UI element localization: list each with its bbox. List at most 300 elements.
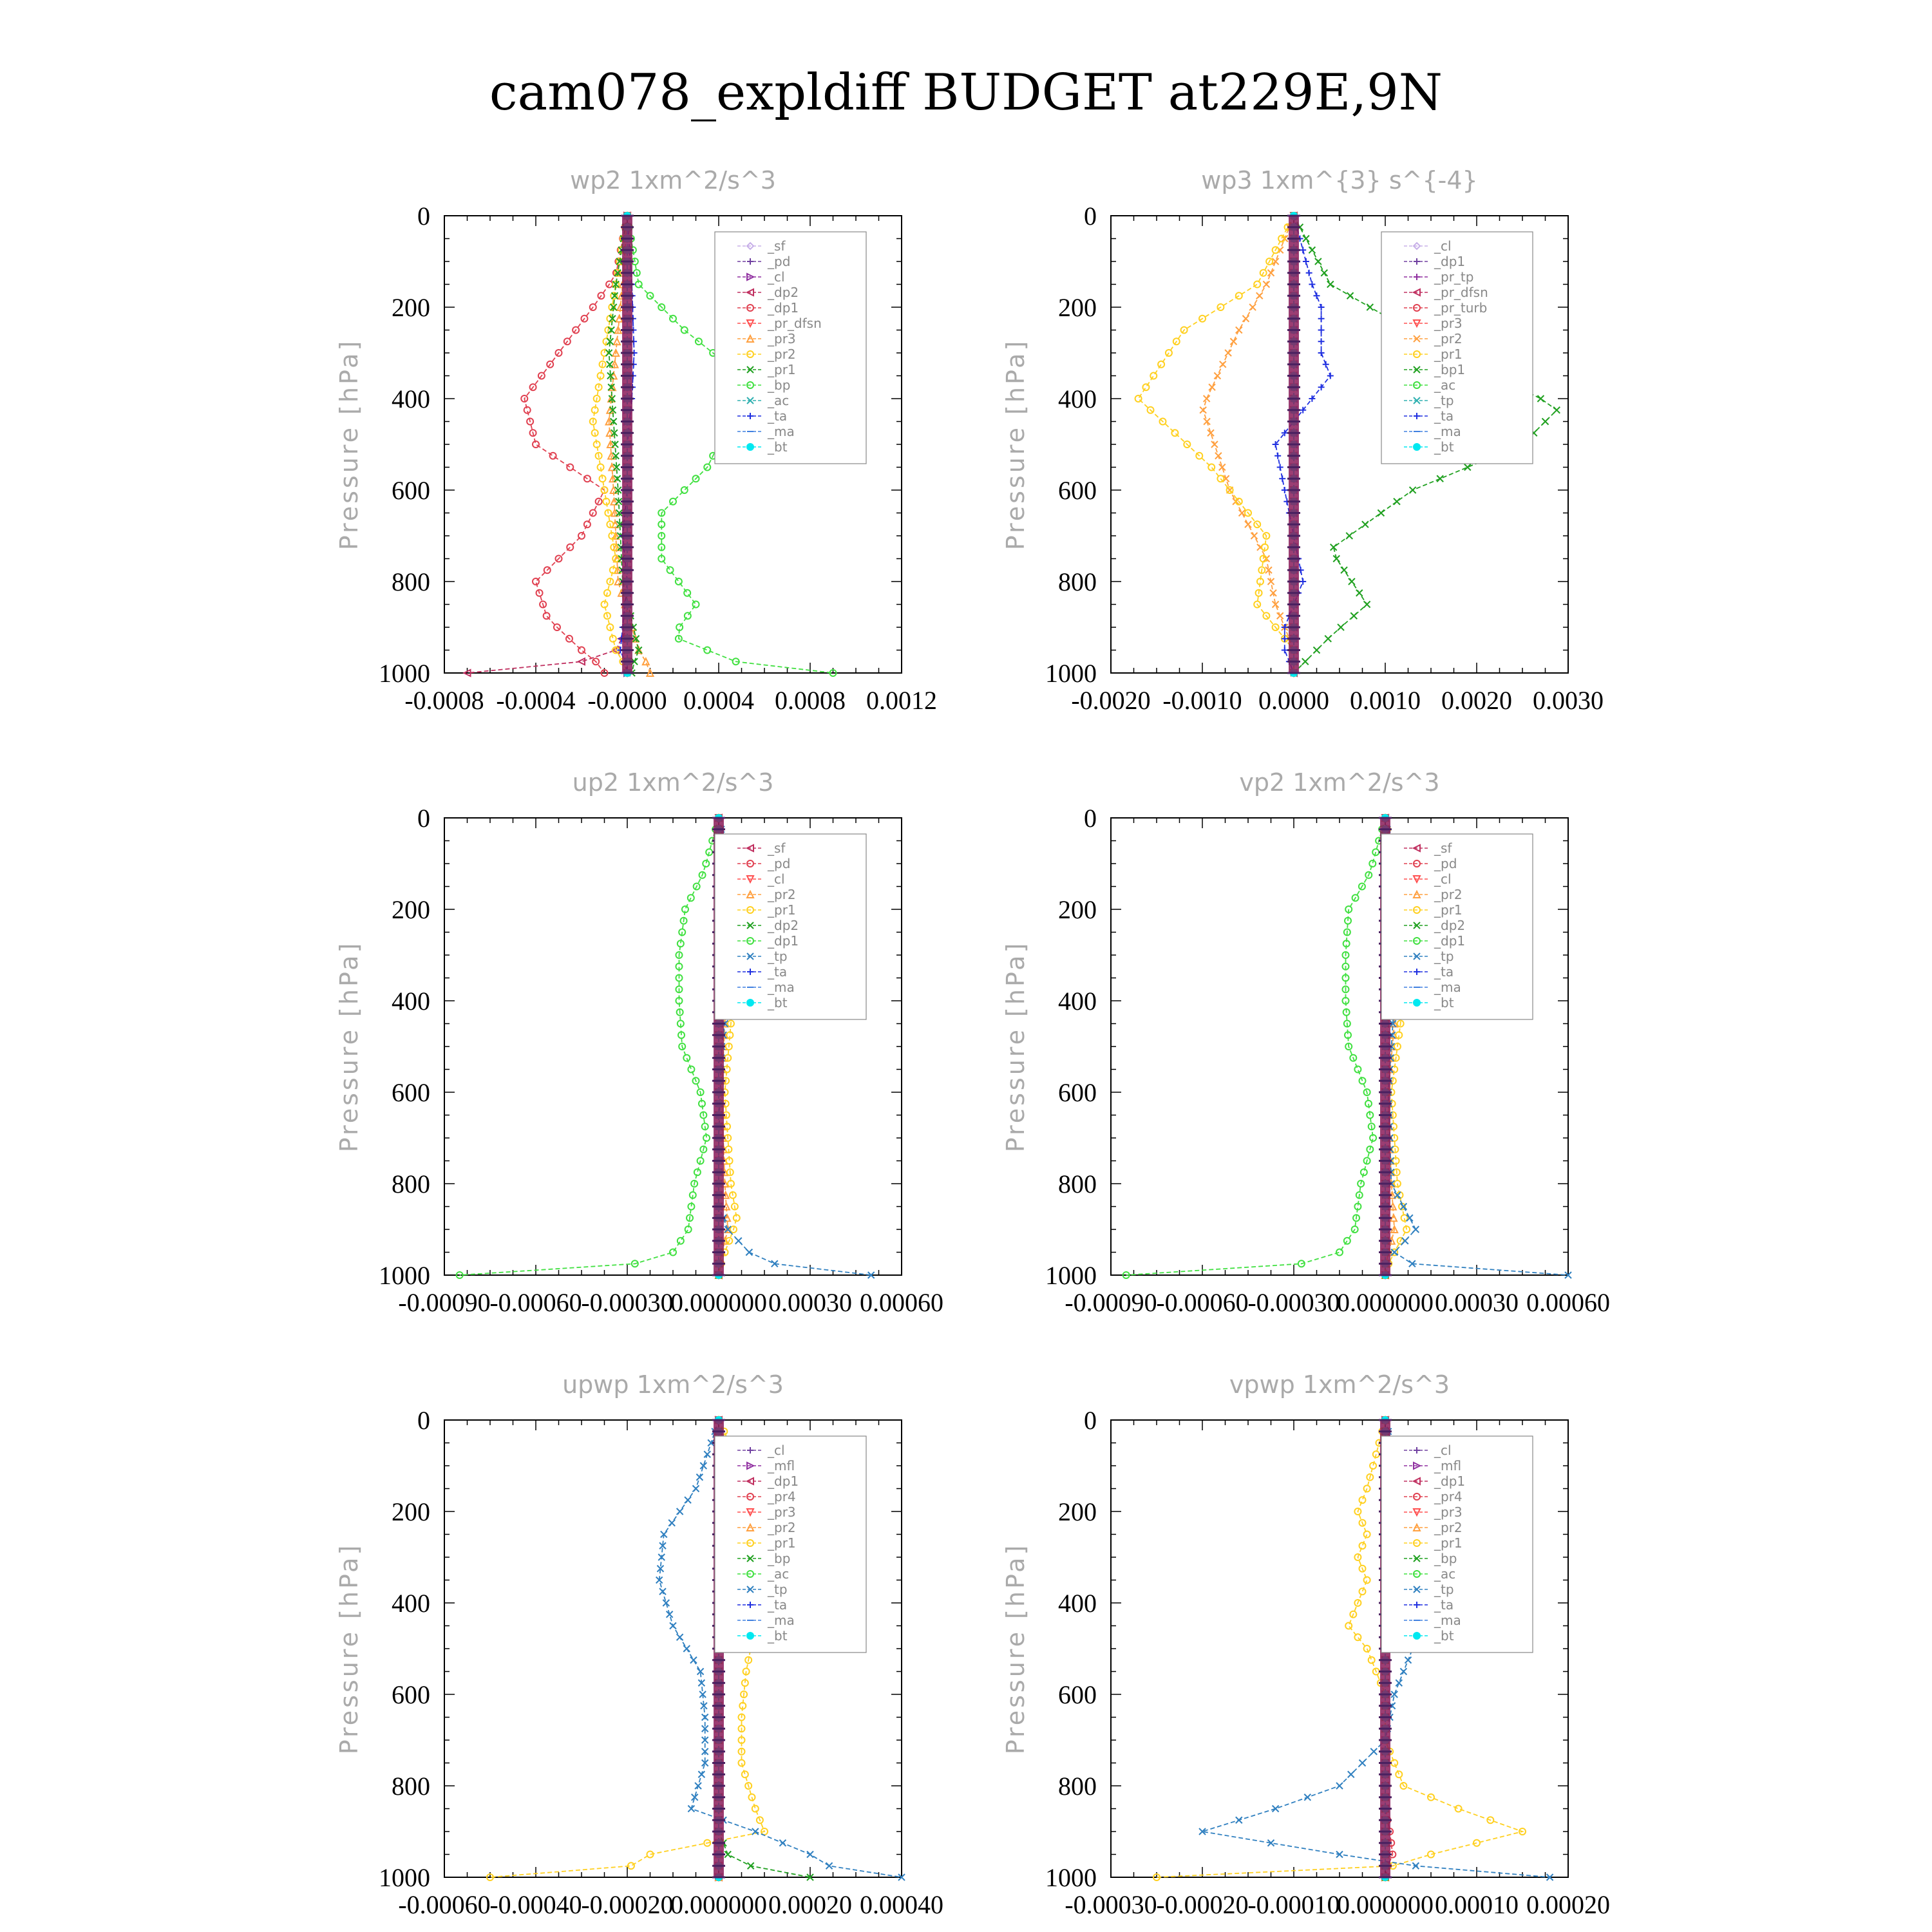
y-tick-label: 600 — [392, 1680, 430, 1709]
data-point — [1391, 1249, 1397, 1256]
x-tick-label: 0.000000 — [1337, 1288, 1434, 1317]
y-axis-label: Pressure [hPa] — [1001, 338, 1030, 551]
y-tick-label: 0 — [417, 1406, 430, 1435]
data-point — [1211, 441, 1218, 448]
legend-label: _pr1 — [1434, 346, 1463, 362]
data-point — [700, 1463, 706, 1469]
legend-label: _dp1 — [768, 933, 799, 949]
chart-panel-5 — [335, 1370, 943, 1919]
data-point — [826, 1862, 833, 1869]
legend-label: _pr3 — [1434, 316, 1463, 331]
data-point — [1367, 304, 1373, 310]
data-point — [1251, 533, 1257, 539]
legend-label: _ta — [768, 408, 788, 424]
data-point — [659, 1588, 666, 1595]
data-point — [1302, 658, 1309, 665]
data-point — [1209, 384, 1215, 390]
y-tick-label: 400 — [1058, 987, 1097, 1016]
x-tick-label: 0.0030 — [1533, 686, 1604, 715]
y-tick-label: 800 — [1058, 1772, 1097, 1801]
x-tick-label: 0.000000 — [670, 1288, 767, 1317]
data-point — [1368, 1657, 1375, 1663]
legend-label: _ac — [768, 1566, 790, 1582]
data-point — [1150, 373, 1157, 379]
legend-label: _tp — [1434, 393, 1454, 408]
data-point — [1348, 1771, 1354, 1777]
data-point — [1542, 419, 1549, 425]
legend-label: _dp1 — [1434, 254, 1466, 269]
data-point — [567, 464, 573, 471]
data-point — [1277, 612, 1283, 619]
data-point — [1345, 1623, 1352, 1629]
legend-label: _bt — [768, 439, 788, 455]
legend-label: _dp1 — [768, 1473, 799, 1489]
y-tick-label: 800 — [1058, 567, 1097, 596]
data-point — [1242, 316, 1249, 322]
panel-title: upwp 1xm^2/s^3 — [562, 1370, 784, 1399]
x-tick-label: -0.0004 — [496, 686, 576, 715]
legend-label: _cl — [768, 269, 785, 285]
series-line — [468, 216, 628, 673]
data-point — [1254, 281, 1260, 288]
data-point — [1135, 395, 1142, 402]
data-point — [1318, 304, 1325, 310]
data-point — [1215, 453, 1222, 459]
data-point — [1336, 1783, 1343, 1789]
data-point — [1318, 316, 1325, 322]
data-point — [1400, 1669, 1406, 1675]
legend-label: _pr1 — [768, 902, 796, 918]
legend-label: _pr3 — [768, 1504, 796, 1520]
y-tick-label: 0 — [417, 804, 430, 833]
data-point — [1378, 510, 1384, 516]
data-point — [670, 1623, 676, 1629]
y-tick-label: 400 — [392, 1589, 430, 1618]
y-tick-label: 400 — [1058, 1589, 1097, 1618]
data-point — [1362, 521, 1368, 527]
legend-label: _sf — [768, 840, 786, 856]
x-tick-label: 0.0004 — [683, 686, 754, 715]
legend-label: _ma — [768, 424, 795, 439]
data-point — [1369, 860, 1376, 867]
series_pr2 — [1200, 213, 1297, 676]
data-point — [1225, 350, 1231, 356]
legend-label: _cl — [1434, 871, 1452, 887]
y-tick-label: 1000 — [1045, 1863, 1097, 1892]
data-point — [739, 1760, 745, 1766]
legend-label: _dp2 — [768, 285, 799, 300]
legend-label: _pr_dfsn — [1434, 285, 1488, 300]
legend-marker — [747, 444, 753, 450]
x-tick-label: 0.00020 — [768, 1890, 852, 1919]
legend-label: _ma — [1434, 980, 1461, 995]
data-point — [807, 1852, 813, 1858]
y-tick-label: 200 — [1058, 293, 1097, 322]
x-tick-label: -0.00030 — [581, 1288, 674, 1317]
legend-label: _bp — [1434, 1551, 1457, 1566]
x-tick-label: 0.0020 — [1441, 686, 1512, 715]
panel-title: vp2 1xm^2/s^3 — [1239, 768, 1440, 797]
data-point — [1245, 521, 1251, 527]
data-point — [1273, 1806, 1279, 1812]
x-tick-label: -0.0010 — [1162, 686, 1242, 715]
y-tick-label: 1000 — [379, 1863, 430, 1892]
data-point — [683, 1055, 690, 1061]
data-point — [1359, 1760, 1366, 1766]
data-point — [578, 647, 585, 654]
legend-label: _ta — [1434, 1597, 1454, 1613]
legend-label: _pr3 — [768, 331, 796, 346]
legend-label: _pd — [768, 254, 791, 269]
data-point — [1394, 498, 1400, 505]
data-point — [1370, 1463, 1376, 1469]
y-tick-label: 1000 — [379, 1261, 430, 1290]
legend-label: _ta — [768, 964, 788, 980]
data-point — [1274, 453, 1281, 459]
data-point — [677, 1238, 684, 1244]
data-point — [1236, 327, 1242, 334]
data-point — [1304, 1794, 1311, 1801]
data-point — [681, 327, 688, 334]
legend-label: _cl — [1434, 1443, 1452, 1458]
legend-label: _ac — [1434, 1566, 1456, 1582]
legend-label: _pr1 — [1434, 902, 1463, 918]
legend-label: _ta — [1434, 408, 1454, 424]
data-point — [1455, 1806, 1462, 1812]
series_ta — [1273, 213, 1334, 676]
series-line — [460, 818, 719, 1275]
data-point — [584, 521, 591, 527]
legend-label: _ma — [768, 1613, 795, 1628]
legend-label: _ta — [1434, 964, 1454, 980]
x-tick-label: 0.00060 — [860, 1288, 943, 1317]
data-point — [1410, 487, 1416, 493]
legend-label: _ta — [768, 1597, 788, 1613]
data-point — [670, 316, 676, 322]
legend-label: _pr1 — [768, 362, 796, 377]
data-point — [1306, 270, 1312, 276]
legend-label: _mfl — [1434, 1458, 1462, 1473]
data-point — [1158, 361, 1164, 368]
legend-marker — [1414, 1633, 1420, 1639]
legend-marker — [1414, 999, 1420, 1006]
legend-label: _bt — [768, 1628, 788, 1643]
data-point — [1349, 578, 1355, 585]
x-tick-label: -0.00020 — [581, 1890, 674, 1919]
data-point — [550, 453, 556, 459]
y-tick-label: 800 — [1058, 1170, 1097, 1198]
data-point — [695, 1783, 701, 1789]
data-point — [1341, 567, 1347, 573]
data-point — [544, 612, 550, 619]
data-point — [779, 1840, 786, 1846]
y-axis-label: Pressure [hPa] — [1001, 940, 1030, 1153]
data-point — [685, 1497, 691, 1503]
data-point — [1268, 270, 1274, 276]
data-point — [752, 1806, 759, 1812]
data-point — [1219, 464, 1226, 471]
x-tick-label: 0.00040 — [860, 1890, 943, 1919]
y-tick-label: 1000 — [1045, 1261, 1097, 1290]
x-tick-label: 0.0008 — [775, 686, 846, 715]
legend-label: _pr_tp — [1434, 269, 1474, 285]
data-point — [1142, 384, 1149, 390]
legend-label: _ac — [768, 393, 790, 408]
y-tick-label: 1000 — [379, 659, 430, 688]
legend-label: _pr1 — [1434, 1535, 1463, 1551]
legend-marker — [1414, 444, 1420, 450]
x-tick-label: -0.00010 — [1247, 1890, 1340, 1919]
data-point — [703, 860, 709, 867]
legend-label: _pr2 — [768, 346, 796, 362]
y-tick-label: 600 — [392, 476, 430, 505]
data-point — [667, 567, 674, 573]
data-point — [677, 1634, 683, 1640]
legend-label: _sf — [1434, 840, 1452, 856]
x-tick-label: -0.00030 — [1065, 1890, 1157, 1919]
legend-label: _pr4 — [1434, 1489, 1463, 1504]
legend-label: _bt — [768, 995, 788, 1010]
data-point — [1309, 247, 1315, 253]
data-point — [1364, 601, 1370, 608]
data-point — [1309, 281, 1315, 288]
legend-label: _bt — [1434, 439, 1454, 455]
data-point — [685, 612, 691, 619]
legend-label: _bp1 — [1434, 362, 1466, 377]
data-point — [1314, 292, 1320, 299]
y-axis-label: Pressure [hPa] — [1001, 1542, 1030, 1755]
data-point — [1314, 647, 1320, 654]
data-point — [670, 1249, 676, 1256]
data-point — [1220, 361, 1226, 368]
legend-label: _pr2 — [1434, 1520, 1463, 1535]
x-tick-label: 0.0000 — [1258, 686, 1329, 715]
data-point — [663, 1600, 669, 1606]
data-point — [1336, 1249, 1343, 1256]
data-point — [667, 1611, 673, 1618]
y-tick-label: 400 — [392, 987, 430, 1016]
x-tick-label: -0.0000 — [587, 686, 667, 715]
legend-label: _pd — [1434, 856, 1457, 871]
data-point — [704, 647, 710, 654]
y-tick-label: 200 — [1058, 895, 1097, 924]
y-tick-label: 800 — [392, 1772, 430, 1801]
data-point — [578, 658, 585, 665]
x-tick-label: -0.00040 — [489, 1890, 582, 1919]
data-point — [668, 1520, 675, 1526]
data-point — [1359, 1497, 1366, 1503]
x-tick-label: 0.000000 — [670, 1890, 767, 1919]
chart-panel-4 — [1001, 768, 1610, 1317]
chart-panel-1 — [335, 166, 937, 715]
y-tick-label: 600 — [1058, 1680, 1097, 1709]
data-point — [1364, 1577, 1370, 1584]
legend-label: _pr3 — [1434, 1504, 1463, 1520]
data-point — [1282, 647, 1288, 654]
legend-label: _tp — [768, 1582, 788, 1597]
y-tick-label: 800 — [392, 1170, 430, 1198]
data-point — [1346, 533, 1352, 539]
data-point — [692, 1794, 698, 1801]
data-point — [1282, 487, 1288, 493]
data-point — [1318, 338, 1325, 345]
data-point — [1303, 236, 1309, 242]
data-point — [1537, 395, 1544, 402]
data-point — [1263, 281, 1269, 288]
data-point — [1327, 373, 1334, 379]
series_dp1 — [457, 815, 722, 1278]
legend-label: _pr4 — [768, 1489, 796, 1504]
x-tick-label: -0.00060 — [398, 1890, 491, 1919]
y-axis-label: Pressure [hPa] — [335, 940, 363, 1153]
y-tick-label: 400 — [392, 384, 430, 413]
y-tick-label: 0 — [417, 202, 430, 231]
series-line — [1276, 216, 1331, 673]
data-point — [746, 1249, 752, 1256]
data-point — [1359, 1588, 1366, 1595]
legend-label: _sf — [768, 238, 786, 254]
legend-label: _pr1 — [768, 1535, 796, 1551]
legend-label: _bt — [1434, 1628, 1454, 1643]
data-point — [1359, 1542, 1366, 1549]
legend-label: _cl — [768, 1443, 785, 1458]
y-tick-label: 600 — [1058, 1078, 1097, 1107]
legend-label: _pr_turb — [1434, 300, 1488, 316]
data-point — [724, 1852, 731, 1858]
y-tick-label: 400 — [1058, 384, 1097, 413]
x-tick-label: -0.00060 — [489, 1288, 582, 1317]
legend-label: _ac — [1434, 377, 1456, 393]
panel-title: wp3 1xm^{3} s^{-4} — [1201, 166, 1478, 194]
data-point — [1208, 430, 1214, 436]
legend-label: _pr_dfsn — [768, 316, 822, 331]
data-point — [1402, 1238, 1408, 1244]
x-tick-label: 0.0010 — [1350, 686, 1421, 715]
legend-label: _tp — [1434, 949, 1454, 964]
y-tick-label: 200 — [392, 293, 430, 322]
x-tick-label: 0.00020 — [1526, 1890, 1610, 1919]
data-point — [1327, 281, 1334, 288]
y-tick-label: 600 — [392, 1078, 430, 1107]
data-point — [1315, 258, 1321, 265]
x-tick-label: 0.00060 — [1526, 1288, 1610, 1317]
x-tick-label: 0.000000 — [1337, 1890, 1434, 1919]
data-point — [676, 578, 682, 585]
legend-label: _dp2 — [1434, 918, 1466, 933]
data-point — [684, 590, 690, 596]
data-point — [735, 1238, 742, 1244]
data-point — [1464, 464, 1471, 471]
legend-label: _dp2 — [768, 918, 799, 933]
y-tick-label: 0 — [1084, 1406, 1097, 1435]
x-tick-label: -0.00090 — [1065, 1288, 1157, 1317]
data-point — [1338, 624, 1344, 630]
data-point — [1236, 1817, 1242, 1823]
data-point — [1249, 304, 1256, 310]
data-point — [1350, 612, 1357, 619]
data-point — [1354, 1634, 1361, 1640]
data-point — [688, 1806, 694, 1812]
x-tick-label: -0.00020 — [1156, 1890, 1249, 1919]
data-point — [1344, 1238, 1350, 1244]
legend-label: _tp — [1434, 1582, 1454, 1597]
legend-label: _dp1 — [1434, 933, 1466, 949]
data-point — [693, 1486, 699, 1492]
data-point — [1356, 590, 1363, 596]
panel-title: up2 1xm^2/s^3 — [572, 768, 774, 797]
figure-title: cam078_expldiff BUDGET at229E,9N — [489, 64, 1443, 122]
y-tick-label: 600 — [1058, 476, 1097, 505]
data-point — [1391, 1760, 1397, 1766]
data-point — [1370, 1748, 1377, 1755]
x-tick-label: 0.00030 — [1435, 1288, 1519, 1317]
legend-label: _ma — [1434, 424, 1461, 439]
data-point — [1303, 258, 1309, 265]
data-point — [742, 1771, 748, 1777]
x-tick-label: 0.0012 — [866, 686, 937, 715]
legend-label: _cl — [768, 871, 785, 887]
legend-label: _ma — [1434, 1613, 1461, 1628]
data-point — [698, 1771, 705, 1777]
series_dp1 — [1123, 815, 1388, 1278]
data-point — [1204, 419, 1210, 425]
panel-title: wp2 1xm^2/s^3 — [570, 166, 776, 194]
data-point — [1354, 1066, 1361, 1073]
data-point — [1553, 407, 1560, 413]
data-point — [681, 487, 688, 493]
data-point — [1200, 407, 1206, 413]
legend-label: _pr2 — [768, 887, 796, 902]
legend-label: _bp — [768, 1551, 791, 1566]
data-point — [1204, 395, 1210, 402]
data-point — [1364, 1531, 1370, 1538]
y-tick-label: 200 — [392, 1497, 430, 1526]
data-point — [1347, 292, 1354, 299]
chart-panel-2 — [1001, 166, 1604, 715]
data-point — [693, 601, 699, 608]
data-point — [704, 1451, 710, 1457]
legend-label: _dp1 — [768, 300, 799, 316]
data-point — [643, 658, 649, 665]
data-point — [1325, 636, 1331, 642]
x-tick-label: -0.00030 — [1247, 1288, 1340, 1317]
x-tick-label: -0.00090 — [398, 1288, 491, 1317]
data-point — [578, 533, 585, 539]
data-point — [1300, 247, 1306, 253]
legend-label: _cl — [1434, 238, 1452, 254]
legend-marker — [747, 999, 753, 1006]
chart-panel-6 — [1001, 1370, 1610, 1919]
data-point — [1256, 292, 1263, 299]
legend-label: _ma — [768, 980, 795, 995]
legend-label: _pr2 — [768, 1520, 796, 1535]
series-line — [1126, 818, 1385, 1275]
legend-marker — [747, 1633, 753, 1639]
data-point — [1437, 475, 1443, 482]
legend-label: _pd — [768, 856, 791, 871]
data-point — [1300, 578, 1306, 585]
legend-label: _bp — [768, 377, 791, 393]
data-point — [696, 1474, 703, 1481]
data-point — [1412, 1226, 1419, 1233]
data-point — [677, 1508, 683, 1515]
x-tick-label: -0.00060 — [1156, 1288, 1249, 1317]
y-tick-label: 0 — [1084, 202, 1097, 231]
data-point — [690, 1657, 697, 1663]
legend-label: _dp1 — [1434, 1473, 1466, 1489]
legend-label: _bt — [1434, 995, 1454, 1010]
series-line — [1203, 216, 1294, 673]
